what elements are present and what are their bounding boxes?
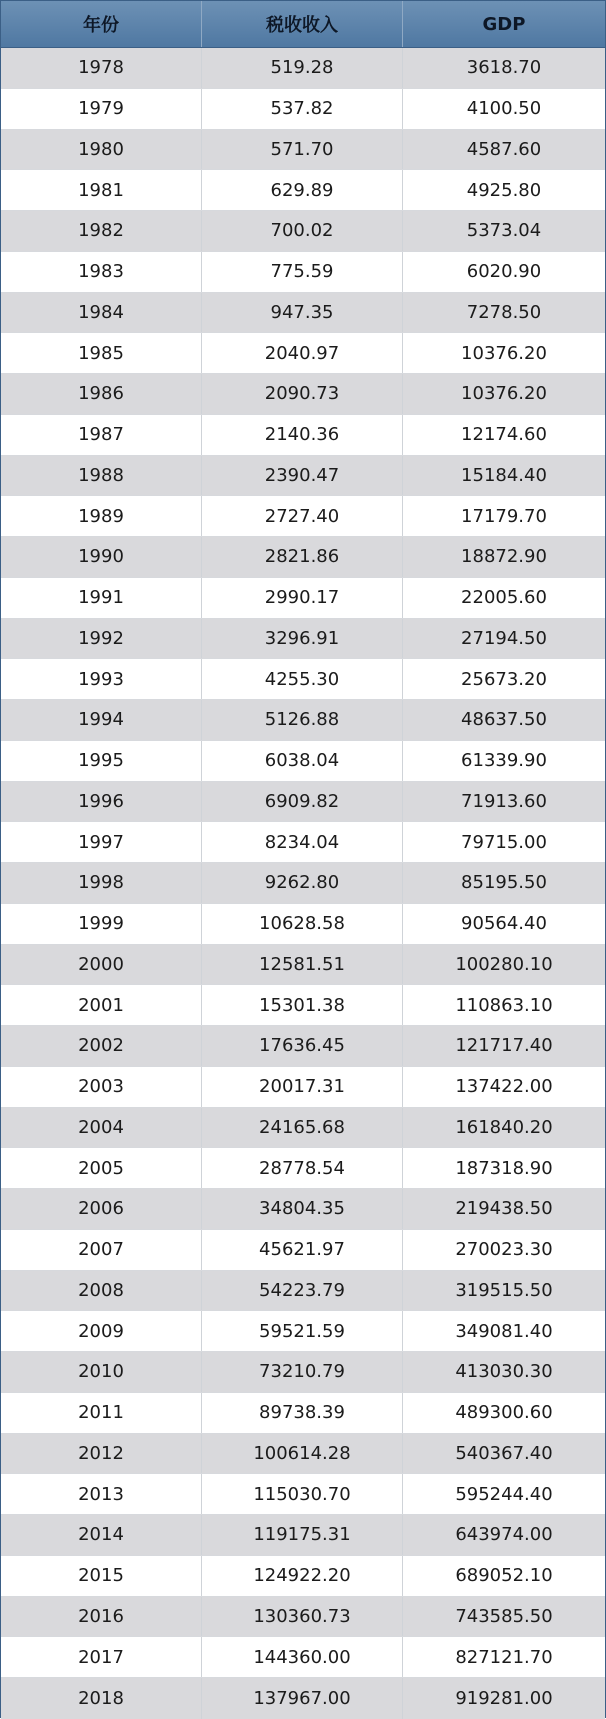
table-row [1,1026,605,1067]
cell-year: 2001 [1,985,202,1025]
table-row [1,130,605,171]
table-row [1,741,605,782]
cell-tax-revenue: 15301.38 [202,985,403,1025]
cell-gdp: 61339.90 [461,750,547,772]
cell-gdp: 4925.80 [466,179,542,201]
cell-tax-revenue: 34804.35 [202,1189,403,1229]
cell-tax-revenue: 144360.00 [202,1637,403,1677]
table-row [1,1352,605,1393]
cell-year: 1985 [1,333,202,373]
cell-gdp: 689052.10 [455,1565,553,1587]
cell-year: 1981 [1,170,202,210]
table-row [1,822,605,863]
cell-year: 1994 [1,700,202,740]
table-row [1,211,605,252]
table-row [1,48,605,89]
table-row [1,578,605,619]
cell-gdp: 270023.30 [455,1239,553,1261]
cell-gdp: 6020.90 [466,261,542,283]
cell-tax-revenue: 2990.17 [202,578,403,618]
cell-gdp: 743585.50 [455,1605,553,1627]
cell-year: 1997 [1,822,202,862]
cell-gdp: 919281.00 [455,1687,553,1709]
table-row [1,700,605,741]
cell-gdp: 90564.40 [461,913,547,935]
cell-tax-revenue: 2727.40 [202,496,403,536]
cell-tax-revenue: 59521.59 [202,1311,403,1351]
cell-tax-revenue: 8234.04 [202,822,403,862]
cell-gdp: 5373.04 [466,220,542,242]
cell-gdp: 22005.60 [461,587,547,609]
cell-tax-revenue: 947.35 [202,293,403,333]
cell-gdp: 10376.20 [461,342,547,364]
cell-year: 1978 [1,48,202,88]
cell-year: 2009 [1,1311,202,1351]
cell-tax-revenue: 571.70 [202,130,403,170]
cell-tax-revenue: 2090.73 [202,374,403,414]
cell-tax-revenue: 73210.79 [202,1352,403,1392]
cell-gdp: 161840.20 [455,1116,553,1138]
table-row [1,252,605,293]
cell-year: 1991 [1,578,202,618]
header-gdp: GDP [482,13,526,35]
cell-gdp: 15184.40 [461,464,547,486]
cell-tax-revenue: 12581.51 [202,945,403,985]
table-row [1,333,605,374]
table-row [1,863,605,904]
cell-tax-revenue: 2040.97 [202,333,403,373]
cell-gdp: 7278.50 [466,301,542,323]
table-row [1,1189,605,1230]
cell-year: 2017 [1,1637,202,1677]
cell-gdp: 540367.40 [455,1442,553,1464]
cell-gdp: 121717.40 [455,1035,553,1057]
table-row [1,1108,605,1149]
table-header-row [1,1,605,48]
table-row [1,904,605,945]
cell-gdp: 25673.20 [461,668,547,690]
cell-gdp: 4587.60 [466,138,542,160]
cell-tax-revenue: 537.82 [202,89,403,129]
cell-tax-revenue: 119175.31 [202,1515,403,1555]
cell-gdp: 27194.50 [461,627,547,649]
table-row [1,1556,605,1597]
cell-tax-revenue: 137967.00 [202,1678,403,1719]
cell-gdp: 71913.60 [461,790,547,812]
cell-tax-revenue: 115030.70 [202,1474,403,1514]
cell-tax-revenue: 6038.04 [202,741,403,781]
cell-gdp: 595244.40 [455,1483,553,1505]
header-tax-revenue: 税收收入 [202,1,403,47]
cell-tax-revenue: 10628.58 [202,904,403,944]
cell-gdp: 827121.70 [455,1646,553,1668]
table-row [1,782,605,823]
cell-gdp: 413030.30 [455,1361,553,1383]
cell-year: 2015 [1,1556,202,1596]
cell-gdp: 18872.90 [461,546,547,568]
cell-year: 1993 [1,659,202,699]
cell-tax-revenue: 45621.97 [202,1230,403,1270]
cell-gdp: 110863.10 [455,994,553,1016]
cell-gdp: 319515.50 [455,1279,553,1301]
cell-year: 1980 [1,130,202,170]
cell-tax-revenue: 54223.79 [202,1271,403,1311]
cell-year: 2011 [1,1393,202,1433]
cell-gdp: 17179.70 [461,505,547,527]
cell-gdp: 85195.50 [461,872,547,894]
cell-year: 2018 [1,1678,202,1719]
cell-year: 2012 [1,1434,202,1474]
cell-gdp: 643974.00 [455,1524,553,1546]
cell-tax-revenue: 4255.30 [202,659,403,699]
cell-tax-revenue: 100614.28 [202,1434,403,1474]
cell-tax-revenue: 130360.73 [202,1597,403,1637]
cell-gdp: 187318.90 [455,1157,553,1179]
table-row [1,1148,605,1189]
cell-tax-revenue: 6909.82 [202,782,403,822]
table-row [1,170,605,211]
table-row [1,293,605,334]
table-row [1,456,605,497]
cell-year: 1999 [1,904,202,944]
cell-tax-revenue: 17636.45 [202,1026,403,1066]
cell-year: 1989 [1,496,202,536]
cell-year: 1996 [1,782,202,822]
cell-year: 1990 [1,537,202,577]
table-row [1,985,605,1026]
cell-tax-revenue: 9262.80 [202,863,403,903]
table-row [1,1678,605,1719]
cell-tax-revenue: 629.89 [202,170,403,210]
table-row [1,1515,605,1556]
cell-year: 2016 [1,1597,202,1637]
cell-tax-revenue: 2390.47 [202,456,403,496]
table-row [1,1597,605,1638]
table-row [1,1230,605,1271]
cell-year: 1982 [1,211,202,251]
cell-gdp: 219438.50 [455,1198,553,1220]
table-row [1,1393,605,1434]
table-row [1,1067,605,1108]
cell-gdp: 48637.50 [461,709,547,731]
cell-gdp: 4100.50 [466,98,542,120]
table-row [1,1474,605,1515]
cell-year: 1983 [1,252,202,292]
cell-gdp: 3618.70 [466,57,542,79]
table-row [1,1271,605,1312]
cell-tax-revenue: 28778.54 [202,1148,403,1188]
cell-gdp: 10376.20 [461,383,547,405]
cell-tax-revenue: 24165.68 [202,1108,403,1148]
table-row [1,1311,605,1352]
cell-year: 1987 [1,415,202,455]
cell-tax-revenue: 2821.86 [202,537,403,577]
cell-year: 1984 [1,293,202,333]
table-row [1,537,605,578]
cell-tax-revenue: 2140.36 [202,415,403,455]
table-body [1,48,605,1719]
cell-tax-revenue: 124922.20 [202,1556,403,1596]
cell-year: 2003 [1,1067,202,1107]
cell-year: 2007 [1,1230,202,1270]
cell-year: 2013 [1,1474,202,1514]
cell-year: 2008 [1,1271,202,1311]
table-row [1,415,605,456]
table-row [1,374,605,415]
cell-tax-revenue: 519.28 [202,48,403,88]
table-row [1,496,605,537]
cell-year: 1986 [1,374,202,414]
table-row [1,619,605,660]
cell-gdp: 489300.60 [455,1402,553,1424]
cell-tax-revenue: 5126.88 [202,700,403,740]
cell-year: 2000 [1,945,202,985]
cell-year: 2014 [1,1515,202,1555]
cell-tax-revenue: 3296.91 [202,619,403,659]
cell-year: 1998 [1,863,202,903]
cell-gdp: 349081.40 [455,1320,553,1342]
table-row [1,89,605,130]
header-year: 年份 [1,1,202,47]
cell-gdp: 12174.60 [461,424,547,446]
table-row [1,659,605,700]
cell-year: 2002 [1,1026,202,1066]
table-row [1,945,605,986]
table-row [1,1637,605,1678]
table-row [1,1434,605,1475]
cell-year: 1979 [1,89,202,129]
cell-year: 1995 [1,741,202,781]
cell-gdp: 79715.00 [461,831,547,853]
cell-year: 2006 [1,1189,202,1229]
cell-year: 1992 [1,619,202,659]
cell-tax-revenue: 775.59 [202,252,403,292]
cell-gdp: 100280.10 [455,953,553,975]
cell-tax-revenue: 20017.31 [202,1067,403,1107]
cell-tax-revenue: 700.02 [202,211,403,251]
cell-tax-revenue: 89738.39 [202,1393,403,1433]
cell-year: 2004 [1,1108,202,1148]
cell-year: 2005 [1,1148,202,1188]
cell-gdp: 137422.00 [455,1076,553,1098]
cell-year: 2010 [1,1352,202,1392]
cell-year: 1988 [1,456,202,496]
